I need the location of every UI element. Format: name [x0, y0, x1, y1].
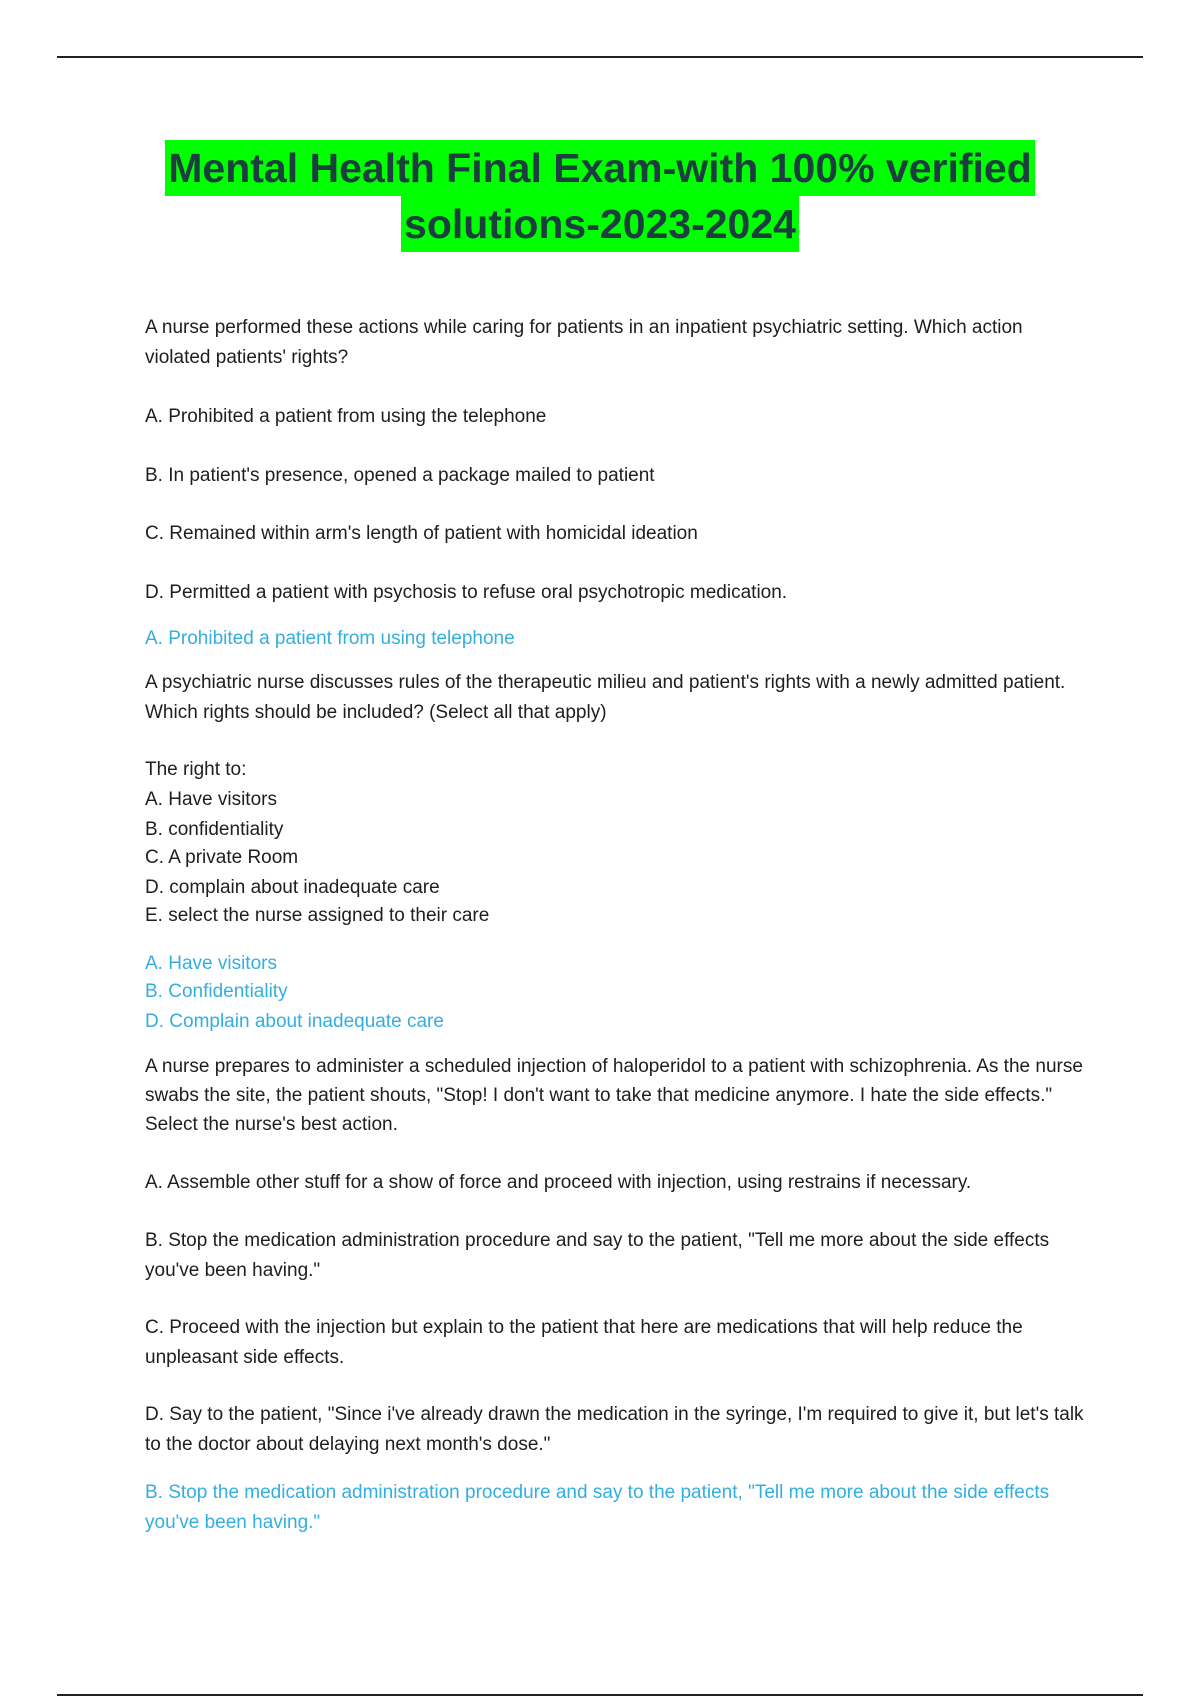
page-title-line-2: solutions-2023-2024 [401, 196, 799, 252]
question-2-option-e: E. select the nurse assigned to their care [145, 905, 490, 926]
question-2-answer-1: A. Have visitors [145, 953, 277, 974]
question-3-option-b: B. Stop the medication administration procedure and say to the patient, "Tell me more about the side effects you've been having." [145, 1230, 1050, 1281]
question-1-answer: A. Prohibited a patient from using telephone [145, 628, 515, 649]
question-1-option-c: C. Remained within arm's length of patient with homicidal ideation [145, 523, 698, 544]
header-rule [57, 56, 1143, 58]
question-3-option-c: C. Proceed with the injection but explain to the patient that here are medications that will help reduce the unpleasant side effects. [145, 1317, 1023, 1368]
question-1-stem: A nurse performed these actions while caring for patients in an inpatient psychiatric setting. Which action violated patients' rights? [145, 317, 1023, 368]
footer-rule [57, 1694, 1143, 1696]
question-3-option-a: A. Assemble other stuff for a show of force and proceed with injection, using restrains if necessary. [145, 1172, 972, 1193]
question-2-option-c: C. A private Room [145, 847, 299, 868]
page-title-line-1: Mental Health Final Exam-with 100% verified [165, 140, 1035, 196]
question-2-option-b: B. confidentiality [145, 819, 284, 840]
question-2-lead: The right to: [145, 759, 247, 780]
question-2-option-d: D. complain about inadequate care [145, 877, 440, 898]
question-3-stem: A nurse prepares to administer a scheduled injection of haloperidol to a patient with schizophrenia. As the nurse swabs the site, the patient shouts, "Stop! I don't want to take that medicine anymore. I hate the side effects." Select the nurse's best action. [145, 1056, 1083, 1135]
question-1-option-a: A. Prohibited a patient from using the telephone [145, 406, 547, 427]
question-3-answer: B. Stop the medication administration procedure and say to the patient, "Tell me more about the side effects you've been having." [145, 1482, 1050, 1533]
question-2-answer-3: D. Complain about inadequate care [145, 1011, 444, 1032]
question-1-option-b: B. In patient's presence, opened a package mailed to patient [145, 465, 655, 486]
question-2-option-a: A. Have visitors [145, 789, 277, 810]
question-1-option-d: D. Permitted a patient with psychosis to refuse oral psychotropic medication. [145, 582, 788, 603]
question-2-answer-2: B. Confidentiality [145, 981, 288, 1002]
question-3-option-d: D. Say to the patient, "Since i've already drawn the medication in the syringe, I'm required to give it, but let's talk to the doctor about delaying next month's dose." [145, 1404, 1084, 1455]
question-2-stem: A psychiatric nurse discusses rules of the therapeutic milieu and patient's rights with a newly admitted patient. Which rights should be included? (Select all that apply) [145, 672, 1066, 723]
page-title [0, 140, 1200, 252]
